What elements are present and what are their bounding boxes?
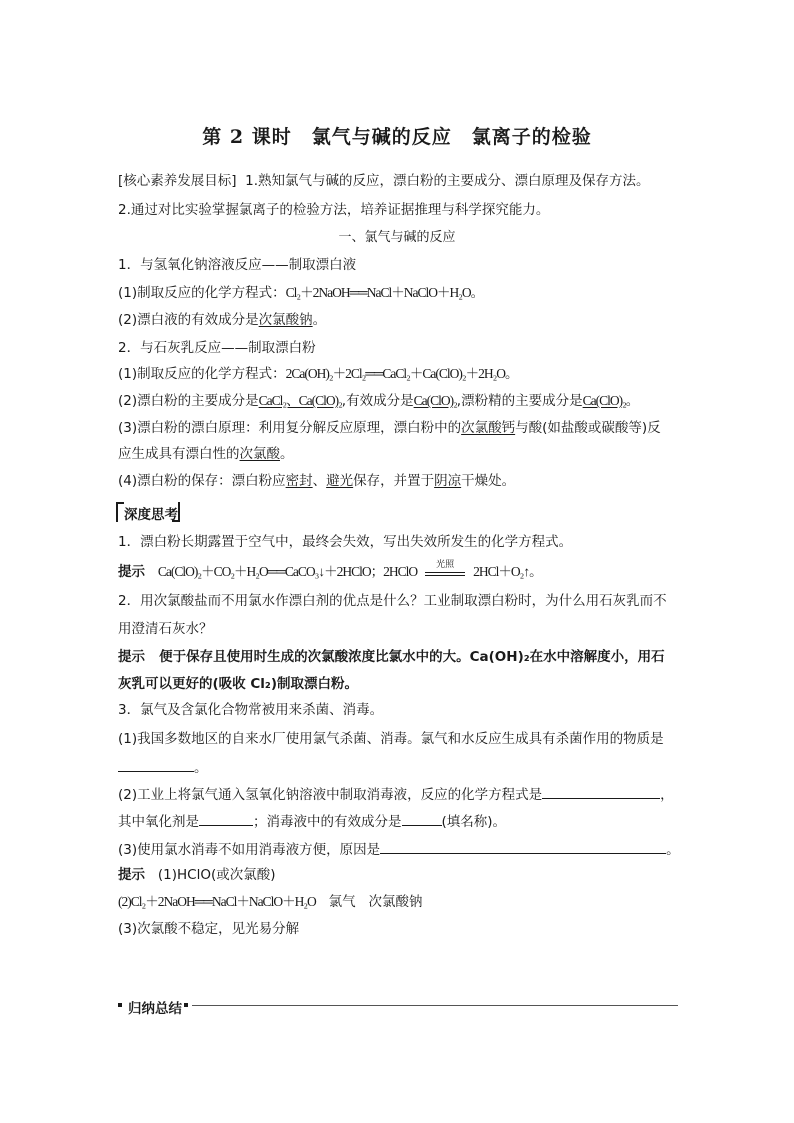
part2-q2-b: ,有效成分是 — [341, 393, 414, 409]
deep-q3-1-end: 。 — [194, 760, 208, 776]
answer-2-equation: (2)Cl₂＋2NaOH══NaCl＋NaClO＋H₂O — [118, 894, 316, 909]
answer-blank-5[interactable] — [380, 839, 666, 854]
hint-label-3: 提示 — [118, 867, 145, 883]
deep-q3: 3．氯气及含氯化合物常被用来杀菌、消毒。 — [118, 702, 384, 718]
part2-q1 — [118, 365, 518, 383]
deep-q3-2-line1 — [118, 784, 674, 804]
part2-heading: 2．与石灰乳反应——制取漂白粉 — [118, 340, 316, 356]
deep-q3-2-c: (填名称)。 — [441, 814, 507, 830]
part2-q3-d: 。 — [280, 446, 294, 462]
part2-q2-answer-1: CaCl₂、Ca(ClO)₂ — [258, 393, 342, 408]
goals-line-1 — [118, 172, 650, 190]
deep-q3-3 — [118, 839, 680, 859]
answer-blank-2[interactable] — [542, 784, 660, 799]
reaction-condition: 光照 — [436, 560, 455, 570]
part2-q4-answer-1: 密封 — [285, 473, 313, 489]
part2-q3-answer-2: 次氯酸 — [239, 446, 280, 462]
part2-q3-b: 与酸(如盐酸或碳酸等)反 — [515, 420, 661, 436]
deep-q3-1-line1: (1)我国多数地区的自来水厂使用氯气杀菌、消毒。氯气和水反应生成具有杀菌作用的物质是 — [118, 731, 664, 747]
part2-q1-prefix: (1)制取反应的化学方程式： — [118, 366, 286, 382]
hint-equation-2-left: 2HClO — [383, 564, 418, 579]
part1-q2 — [118, 311, 326, 329]
part2-q3-answer-1: 次氯酸钙 — [461, 420, 516, 436]
answer-3: (3)次氯酸不稳定，见光易分解 — [118, 921, 300, 937]
bracket-left — [116, 502, 124, 522]
answer-2-effective: 次氯酸钠 — [368, 894, 423, 910]
deep-q3-hint — [118, 866, 276, 884]
part2-q2 — [118, 392, 639, 410]
part1-q2-prefix: (2)漂白液的有效成分是 — [118, 312, 259, 328]
part2-q4-a: (4)漂白粉的保存：漂白粉应 — [118, 473, 286, 489]
part2-q1-equation: 2Ca(OH)₂＋2Cl₂══CaCl₂＋Ca(ClO)₂＋2H₂O。 — [285, 366, 518, 381]
deep-q3-2-a: 其中氧化剂是 — [118, 814, 199, 830]
deep-q1: 1．漂白粉长期露置于空气中，最终会失效，写出失效所发生的化学方程式。 — [118, 534, 573, 550]
deep-q2-line2: 用澄清石灰水？ — [118, 621, 213, 637]
part1-q1-equation: Cl₂＋2NaOH══NaCl＋NaClO＋H₂O。 — [285, 285, 484, 300]
part2-q4 — [118, 472, 515, 490]
goals-text-2: 2.通过对比实验掌握氯离子的检验方法，培养证据推理与科学探究能力。 — [118, 202, 550, 218]
goals-text-1: 1.熟知氯气与碱的反应，漂白粉的主要成分、漂白原理及保存方法。 — [245, 173, 650, 189]
deep-q2-hint-line2: 灰乳可以更好的(吸收 Cl₂)制取漂白粉。 — [118, 676, 358, 692]
deep-q2-hint-line1 — [118, 648, 665, 666]
hint-label-2: 提示 — [118, 649, 145, 665]
section-heading: 一、氯气与碱的反应 — [338, 230, 456, 245]
answer-1: (1)HClO(或次氯酸) — [157, 867, 276, 883]
part2-q4-c: 保存，并置于 — [353, 473, 435, 489]
square-bullet-left — [118, 1003, 122, 1007]
answer-2-oxidizer: 氯气 — [328, 894, 356, 910]
part1-q2-suffix: 。 — [312, 312, 327, 328]
deep-q1-hint — [118, 560, 542, 581]
part2-q4-answer-2: 避光 — [326, 473, 354, 489]
part2-q2-d: 。 — [625, 393, 640, 409]
deep-q2-line1: 2．用次氯酸盐而不用氯水作漂白剂的优点是什么？工业制取漂白粉时，为什么用石灰乳而不 — [118, 593, 667, 609]
summary-rule — [192, 1005, 678, 1006]
summary-label: 归纳总结 — [128, 1001, 182, 1017]
answer-2 — [118, 893, 423, 911]
hint-equation-1: Ca(ClO)₂＋CO₂＋H₂O══CaCO₃↓＋2HClO； — [157, 564, 384, 579]
part1-q2-answer: 次氯酸钠 — [258, 312, 313, 328]
part2-q3-c: 应生成具有漂白性的 — [118, 446, 240, 462]
part2-q2-answer-3: Ca(ClO)₂ — [582, 393, 626, 408]
hint-label: 提示 — [118, 564, 145, 580]
part1-heading: 1．与氢氧化钠溶液反应——制取漂白液 — [118, 257, 357, 273]
part1-q1-prefix: (1)制取反应的化学方程式： — [118, 285, 286, 301]
part2-q4-answer-3: 阴凉 — [434, 473, 462, 489]
deep-thinking-title: 深度思考 — [124, 507, 178, 523]
deep-q3-1-line2 — [118, 757, 208, 777]
hint-equation-2-right: 2HCl＋O₂↑。 — [473, 564, 542, 579]
answer-blank-4[interactable] — [402, 811, 442, 826]
part2-q4-d: 干燥处。 — [461, 473, 516, 489]
deep-thinking-label — [116, 502, 178, 523]
goals-tag: [核心素养发展目标] — [118, 173, 237, 189]
reaction-arrow-light — [423, 560, 467, 581]
part2-q2-c: ,漂粉精的主要成分是 — [456, 393, 583, 409]
part2-q3-a: (3)漂白粉的漂白原理：利用复分解反应原理，漂白粉中的 — [118, 420, 462, 436]
deep-q3-2-end: ， — [660, 787, 674, 803]
answer-blank-1[interactable] — [118, 757, 194, 772]
part2-q3-line2 — [118, 445, 294, 463]
part2-q2-answer-2: Ca(ClO)₂ — [413, 393, 457, 408]
summary-divider — [118, 997, 678, 1015]
square-bullet-right — [184, 1003, 188, 1007]
deep-q3-2-line2 — [118, 811, 506, 831]
bracket-right — [172, 502, 180, 522]
deep-q3-2-text: (2)工业上将氯气通入氢氧化钠溶液中制取消毒液，反应的化学方程式是 — [118, 787, 543, 803]
part1-q1 — [118, 284, 483, 302]
deep-q3-3-a: (3)使用氯水消毒不如用消毒液方便，原因是 — [118, 842, 381, 858]
deep-q3-3-end: 。 — [666, 842, 680, 858]
deep-q2-hint-text-1: 便于保存且使用时生成的次氯酸浓度比氯水中的大。Ca(OH)₂在水中溶解度小，用石 — [159, 649, 665, 665]
part2-q3-line1 — [118, 419, 661, 437]
answer-blank-3[interactable] — [199, 811, 253, 826]
part2-q2-a: (2)漂白粉的主要成分是 — [118, 393, 259, 409]
page-title: 第 2 课时 氯气与碱的反应 氯离子的检验 — [202, 126, 592, 148]
part2-q4-b: 、 — [312, 473, 327, 489]
deep-q3-2-b: ；消毒液中的有效成分是 — [253, 814, 402, 830]
